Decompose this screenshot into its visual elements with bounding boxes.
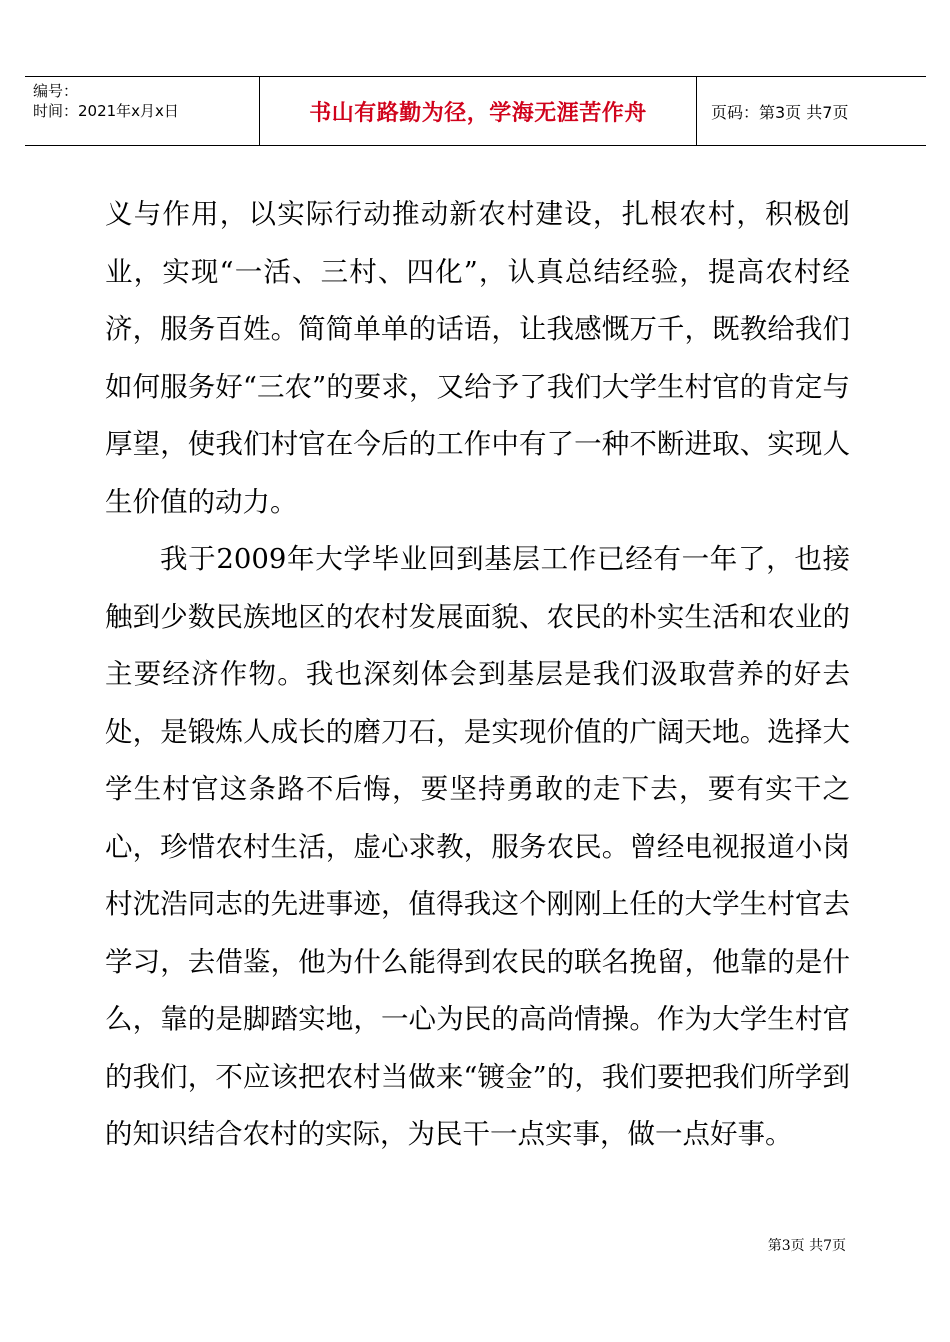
page-footer: 第3页 共7页 — [767, 1238, 846, 1254]
header-page-info: 页码：第3页 共7页 — [711, 102, 849, 122]
header-meta — [25, 77, 260, 145]
paragraph-1: 义与作用，以实际行动推动新农村建设，扎根农村，积极创业，实现“一活、三村、四化”，认真总结经验，提高农村经济，服务百姓。简简单单的话语，让我感慨万千，既教给我们如何服务好“三农”的要求，又给予了我们大学生村官的肯定与厚望，使我们村官在今后的工作中有了一种不断进取、实现人生价值的动力。 — [105, 198, 850, 518]
header-motto: 书山有路勤为径，学海无涯苦作舟 — [260, 77, 697, 145]
time-label: 时间：2021年x月x日 — [33, 102, 179, 120]
paragraph-2: 我于2009年大学毕业回到基层工作已经有一年了，也接触到少数民族地区的农村发展面貌、农民的朴实生活和农业的主要经济作物。我也深刻体会到基层是我们汲取营养的好去处，是锻炼人成长的磨刀石，是实现价值的广阔天地。选择大学生村官这条路不后悔，要坚持勇敢的走下去，要有实干之心，珍惜农村生活，虚心求教，服务农民。曾经电视报道小岗村沈浩同志的先进事迹，值得我这个刚刚上任的大学生村官去学习，去借鉴，他为什么能得到农民的联名挽留，他靠的是什么，靠的是脚踏实地，一心为民的高尚情操。作为大学生村官的我们，不应该把农村当做来“镀金”的，我们要把我们所学到的知识结合农村的实际，为民干一点实事，做一点好事。 — [105, 543, 850, 1150]
document-header — [25, 76, 926, 146]
number-label: 编号： — [33, 82, 79, 100]
document-body — [105, 186, 850, 1164]
